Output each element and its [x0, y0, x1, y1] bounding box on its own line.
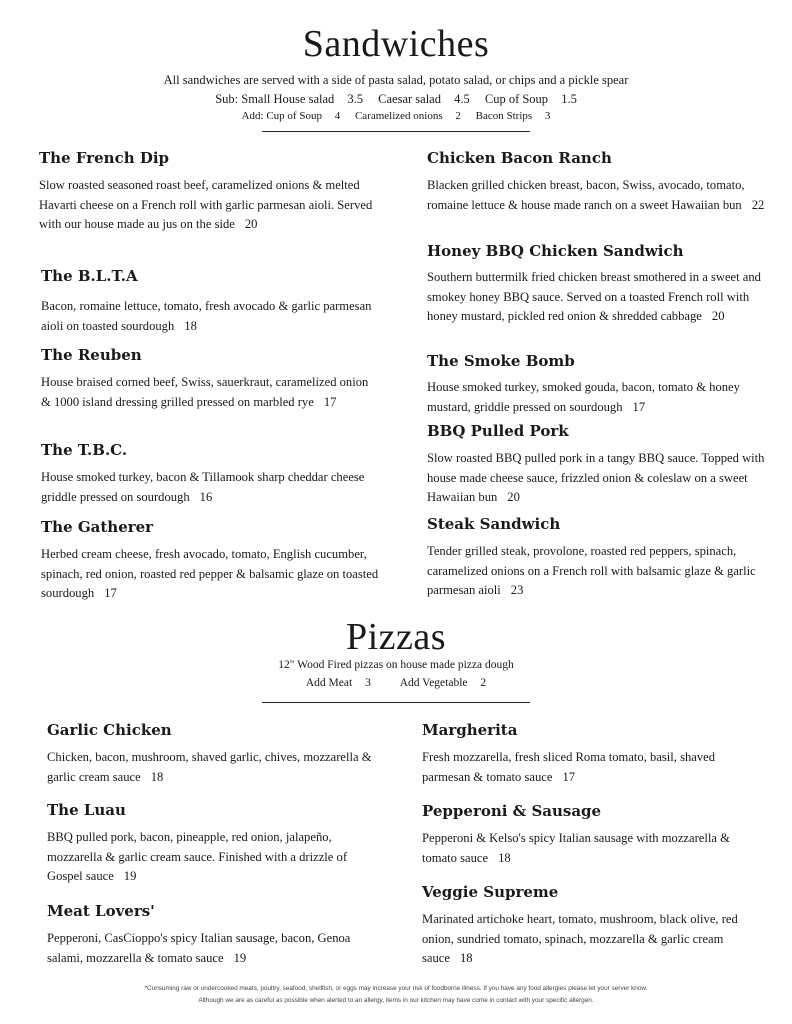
addon-option: Add: Cup of Soup 4: [241, 110, 341, 122]
item-name: Meat Lovers': [47, 902, 155, 920]
menu-item: [422, 801, 752, 868]
item-name: Garlic Chicken: [47, 721, 172, 739]
addon-option: Bacon Strips 3: [475, 110, 551, 122]
item-price: 18: [184, 318, 197, 333]
pizzas-divider: [262, 702, 530, 703]
item-name: The T.B.C.: [41, 441, 128, 459]
addon-option: Caramelized onions 2: [354, 110, 461, 122]
item-desc: Blacken grilled chicken breast, bacon, Swiss, avocado, tomato, romaine lettuce & house made ranch on a sweet Hawaiian bun 22: [427, 178, 765, 212]
item-price: 18: [459, 951, 473, 965]
menu-item: [41, 517, 381, 604]
item-desc: Pepperoni & Kelso's spicy Italian sausage with mozzarella & tomato sauce 18: [422, 831, 730, 865]
side-option: Sub: Small House salad 3.5: [215, 92, 364, 106]
item-desc: Southern buttermilk fried chicken breast smothered in a sweet and smokey honey BBQ sauce. Served on a toasted French roll with honey mustard, pickled red onion & shredded cabbage 20: [427, 270, 761, 323]
menu-item: [39, 148, 379, 235]
side-option: Caesar salad 4.5: [378, 92, 470, 106]
sandwiches-title: Sandwiches: [302, 23, 490, 65]
menu-item: [422, 720, 752, 787]
item-name: Chicken Bacon Ranch: [427, 149, 612, 167]
menu-item: [41, 440, 381, 507]
menu-item: [422, 882, 752, 969]
sandwich-sides: [0, 92, 792, 107]
menu-item: [41, 266, 381, 336]
menu-item: [427, 241, 767, 327]
sandwiches-intro: All sandwiches are served with a side of pasta salad, potato salad, or chips and a pickle spear: [163, 73, 629, 87]
item-desc: BBQ pulled pork, bacon, pineapple, red onion, jalapeño, mozzarella & garlic cream sauce. Finished with a drizzle of Gospel sauce 19: [47, 830, 348, 883]
item-price: 18: [150, 769, 164, 784]
item-desc: Slow roasted seasoned roast beef, caramelized onions & melted Havarti cheese on a French roll with garlic parmesan aioli. Served with our house made au jus on the side 20: [39, 178, 373, 231]
allergy-disclaimer-2: Although we are as careful as possible when alerted to an allergy, items in our kitchen may have come in contact with your specific allergen.: [198, 997, 594, 1004]
menu-item: [47, 901, 377, 968]
pizzas-intro: 12" Wood Fired pizzas on house made pizza dough: [278, 659, 514, 671]
menu-item: [427, 148, 767, 215]
item-name: Veggie Supreme: [422, 883, 559, 901]
item-desc: House braised corned beef, Swiss, sauerkraut, caramelized onion & 1000 island dressing grilled pressed on marbled rye 17: [41, 375, 369, 409]
item-desc: Fresh mozzarella, fresh sliced Roma tomato, basil, shaved parmesan & tomato sauce 17: [422, 750, 716, 784]
item-desc: Tender grilled steak, provolone, roasted red peppers, spinach, caramelized onions on a French roll with balsamic glaze & garlic parmesan aioli 23: [427, 544, 756, 597]
item-desc: Herbed cream cheese, fresh avocado, tomato, English cucumber, spinach, red onion, roasted red pepper & balsamic glaze on toasted sourdough 17: [41, 547, 379, 600]
pizza-addons: [0, 677, 792, 689]
item-desc: Marinated artichoke heart, tomato, mushroom, black olive, red onion, sundried tomato, spinach, mozzarella & garlic cream sauce 18: [422, 912, 738, 965]
item-desc: Bacon, romaine lettuce, tomato, fresh avocado & garlic parmesan aioli on toasted sourdough 18: [41, 299, 372, 333]
item-price: 20: [711, 309, 725, 323]
side-option: Cup of Soup 1.5: [484, 92, 577, 106]
item-price: 19: [123, 869, 137, 883]
item-name: Honey BBQ Chicken Sandwich: [427, 242, 684, 260]
item-name: Margherita: [422, 721, 518, 739]
item-price: 20: [244, 217, 258, 231]
pizzas-title: Pizzas: [345, 616, 447, 658]
menu-item: [41, 345, 381, 412]
item-name: The Gatherer: [41, 518, 154, 536]
item-price: 17: [104, 586, 117, 600]
addon-option: Add Vegetable 2: [399, 677, 487, 689]
menu-item: [427, 514, 767, 601]
allergy-disclaimer: *Consuming raw or undercooked meats, poultry, seafood, shellfish, or eggs may increase your risk of foodborne illness. If you have any food allergies please let your server know.: [144, 985, 648, 992]
sandwich-addons: [0, 110, 792, 122]
item-price: 17: [323, 394, 337, 409]
menu-item: [47, 720, 377, 787]
item-name: The French Dip: [39, 149, 170, 167]
item-price: 19: [233, 950, 247, 965]
item-price: 20: [507, 490, 520, 504]
item-name: The Smoke Bomb: [427, 352, 575, 370]
item-name: The Reuben: [41, 346, 142, 364]
item-desc: Slow roasted BBQ pulled pork in a tangy BBQ sauce. Topped with house made cheese sauce, frizzled onion & coleslaw on a sweet Hawaiian bun 20: [427, 451, 765, 504]
item-desc: House smoked turkey, bacon & Tillamook sharp cheddar cheese griddle pressed on sourdough 16: [41, 470, 365, 504]
item-price: 17: [562, 769, 576, 784]
item-price: 23: [510, 583, 524, 597]
item-price: 16: [199, 489, 213, 504]
menu-item: [427, 351, 767, 417]
sandwiches-divider: [262, 131, 530, 132]
menu-item: [427, 421, 767, 508]
menu-item: [47, 800, 377, 887]
item-name: The Luau: [47, 801, 126, 819]
item-name: Steak Sandwich: [427, 515, 561, 533]
item-name: The B.L.T.A: [41, 267, 138, 285]
item-price: 18: [498, 850, 511, 865]
item-desc: Chicken, bacon, mushroom, shaved garlic, chives, mozzarella & garlic cream sauce 18: [47, 750, 372, 784]
addon-option: Add Meat 3: [305, 677, 371, 689]
item-desc: House smoked turkey, smoked gouda, bacon, tomato & honey mustard, griddle pressed on sourdough 17: [427, 380, 740, 414]
item-name: Pepperoni & Sausage: [422, 802, 602, 820]
item-price: 22: [751, 197, 765, 212]
item-desc: Pepperoni, CasCioppo's spicy Italian sausage, bacon, Genoa salami, mozzarella & tomato sauce 19: [47, 931, 351, 965]
item-name: BBQ Pulled Pork: [427, 422, 569, 440]
item-price: 17: [632, 399, 646, 414]
